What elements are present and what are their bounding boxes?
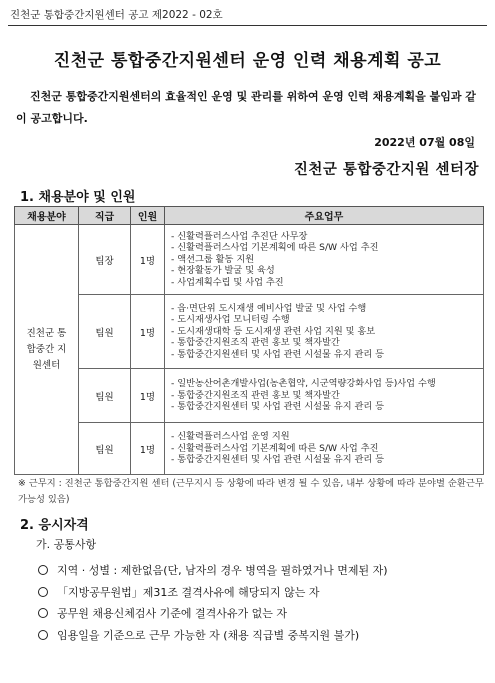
circle-bullet-icon [38, 630, 48, 640]
duty-item: - 사업계획수립 및 사업 추진 [171, 276, 284, 288]
table-row [15, 225, 484, 295]
column-header: 직급 [79, 207, 131, 225]
count-cell: 1명 [131, 225, 165, 295]
rank-cell: 팀원 [79, 423, 131, 475]
duties-cell [165, 423, 484, 475]
duty-item: - 도시재생사업 모니터링 수행 [171, 314, 290, 326]
duty-item: - 액션그룹 활동 지원 [171, 253, 255, 265]
circle-bullet-icon [38, 587, 48, 597]
rank-cell: 팀원 [79, 369, 131, 423]
duties-cell [165, 369, 484, 423]
qualification-text: 임용일을 기준으로 근무 가능한 자 (채용 직급별 중복지원 불가) [57, 628, 360, 642]
list-item [38, 603, 488, 625]
qualification-list [38, 560, 488, 646]
duty-item: - 통합중간지원조직 관련 홍보 및 책자발간 [171, 389, 340, 401]
column-header: 인원 [131, 207, 165, 225]
circle-bullet-icon [38, 608, 48, 618]
recruitment-table [14, 206, 484, 475]
workplace-note: ※ 근무지 : 진천군 통합중간지원 센터 (근무지시 등 상황에 따라 변경 될 수 있음, 내부 상황에 따라 분야별 순환근무 가능성 있음) [18, 478, 484, 505]
duty-item: - 신활력플러스사업 운영 지원 [171, 431, 290, 443]
duty-item: - 현장활동가 발굴 및 육성 [171, 265, 275, 277]
count-cell: 1명 [131, 423, 165, 475]
field-cell [15, 225, 79, 475]
duty-item: - 통합중간지원센터 및 사업 관련 시설물 유지 관리 등 [171, 401, 385, 413]
qualification-text: 지역 · 성별 : 제한없음(단, 남자의 경우 병역을 필하였거나 면제된 자) [57, 564, 388, 577]
issuer-name: 진천군 통합중간지원 센터장 [293, 162, 479, 178]
list-item [38, 560, 488, 582]
duties-cell [165, 225, 484, 295]
duty-item: - 통합중간지원조직 관련 홍보 및 책자발간 [171, 337, 340, 349]
table-header-row [15, 207, 484, 225]
count-cell: 1명 [131, 295, 165, 369]
qualification-text: 「지방공무원법」제31조 결격사유에 해당되지 않는 자 [57, 585, 320, 599]
duty-item: - 통합중간지원센터 및 사업 관련 시설물 유지 관리 등 [171, 348, 385, 360]
list-item [38, 625, 488, 647]
column-header: 채용분야 [15, 207, 79, 225]
table-row [15, 423, 484, 475]
duty-item: - 읍·면단위 도시재생 예비사업 발굴 및 사업 수행 [171, 302, 367, 314]
duty-item: - 도시재생대학 등 도시재생 관련 사업 지원 및 홍보 [171, 325, 376, 337]
rank-cell: 팀장 [79, 225, 131, 295]
table-row [15, 369, 484, 423]
field-label: 진천군 통합중간 지원센터 [26, 327, 67, 371]
announcement-date: 2022년 07월 08일 [374, 136, 475, 149]
intro-paragraph: 진천군 통합중간지원센터의 효율적인 운영 및 관리를 위하여 운영 인력 채용계획을 붙임과 같이 공고합니다. [16, 90, 476, 125]
duty-item: - 일반농산어촌개발사업(농촌협약, 시군역량강화사업 등)사업 수행 [171, 378, 436, 390]
duties-cell [165, 295, 484, 369]
qualification-text: 공무원 채용신체검사 기준에 결격사유가 없는 자 [57, 607, 288, 620]
section-heading-qualifications: 2. 응시자격 [20, 518, 89, 533]
page-title: 진천군 통합중간지원센터 운영 인력 채용계획 공고 [53, 51, 442, 71]
list-item [38, 582, 488, 604]
document-header: 진천군 통합중간지원센터 공고 제2022 - 02호 [8, 4, 487, 26]
column-header: 주요업무 [165, 207, 484, 225]
section-heading-recruitment: 1. 채용분야 및 인원 [20, 190, 136, 205]
count-cell: 1명 [131, 369, 165, 423]
circle-bullet-icon [38, 565, 48, 575]
table-row [15, 295, 484, 369]
duty-item: - 신활력플러스사업 기본계획에 따른 S/W 사업 추진 [171, 242, 379, 254]
duty-item: - 신활력플러스사업 기본계획에 따른 S/W 사업 추진 [171, 442, 379, 454]
duty-item: - 신활력플러스사업 추진단 사무장 [171, 230, 308, 242]
duty-item: - 통합중간지원센터 및 사업 관련 시설물 유지 관리 등 [171, 454, 385, 466]
rank-cell: 팀원 [79, 295, 131, 369]
subsection-heading-common: 가. 공통사항 [36, 538, 97, 551]
